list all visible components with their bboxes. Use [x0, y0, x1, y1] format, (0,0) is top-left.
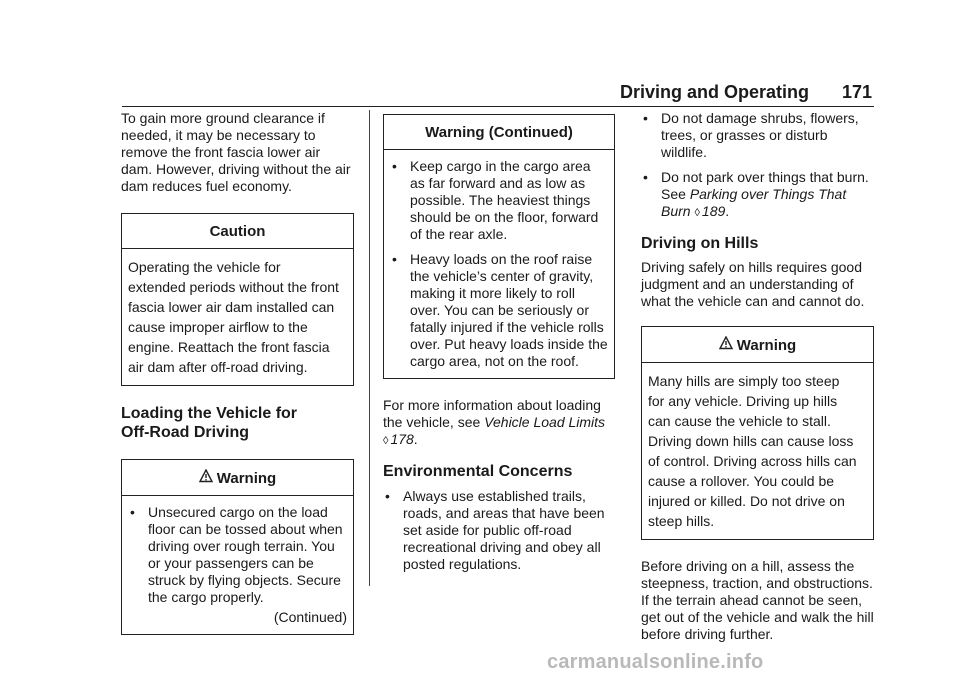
hills-warning-line: cause a rollover. You could be	[648, 473, 835, 489]
warning-bullet-text: Unsecured cargo on the load floor can be tossed about when driving over rough terrain. You or your passengers can be struck by flying objects. Secure the cargo properly.	[148, 504, 343, 605]
bullet-mark: •	[392, 158, 397, 174]
page-number: 171	[842, 82, 873, 102]
warning-continued-box	[383, 114, 615, 379]
warning-title-text: Warning	[216, 470, 277, 487]
hills-warning-line: for any vehicle. Driving up hills	[648, 393, 838, 409]
bullet-mark: •	[385, 488, 390, 504]
page-ref-icon: ◊	[383, 435, 389, 447]
hills-warning-title	[642, 327, 873, 363]
intro-paragraph: To gain more ground clearance if needed, it may be necessary to remove the front fascia lower air dam. However, driving without the air dam reduces fuel economy.	[121, 110, 351, 194]
caution-line: cause improper airflow to the	[128, 319, 308, 335]
warning-triangle-icon	[719, 336, 733, 354]
hills-warning-body	[642, 363, 873, 539]
warning-bullet-text: Heavy loads on the roof raise the vehicle’s center of gravity, making it more likely to roll over. You can be seriously or fatally injured if the vehicle rolls over. Put heavy loads inside the cargo area, not on the roof.	[410, 251, 608, 369]
more-info-text: For more information about loading the vehicle, see	[383, 397, 601, 430]
warning-bullet	[128, 504, 347, 606]
page-ref-icon: ◊	[694, 207, 700, 219]
parking-over-things-link[interactable]: Parking over Things That Burn	[661, 186, 847, 219]
warning-body	[122, 496, 353, 634]
caution-line: fascia lower air dam installed can	[128, 299, 335, 315]
bullet-mark: •	[643, 169, 648, 185]
bullet-mark: •	[130, 504, 135, 520]
column-1	[121, 110, 354, 635]
hills-warning-line: Many hills are simply too steep	[648, 373, 840, 389]
caution-line: Operating the vehicle for	[128, 259, 281, 275]
caution-line: engine. Reattach the front fascia	[128, 339, 330, 355]
page-ref-189[interactable]: 189	[701, 203, 726, 219]
vehicle-load-limits-link[interactable]: Vehicle Load Limits	[484, 414, 606, 430]
hills-warning-line: injured or killed. Do not drive on	[648, 493, 845, 509]
section-title-offroad: Off-Road Driving	[121, 424, 249, 441]
continued-label: (Continued)	[273, 609, 347, 625]
bullet-mark: •	[392, 251, 397, 267]
damage-bullet	[641, 110, 874, 161]
warning-bullet	[390, 251, 608, 370]
park-bullet-text	[661, 169, 874, 222]
caution-body	[122, 249, 353, 385]
hills-warning-line: of control. Driving across hills can	[648, 453, 857, 469]
warning-bullet-text: Keep cargo in the cargo area as far forward and as low as possible. The heaviest things should be on the floor, forward of the rear axle.	[410, 158, 599, 242]
caution-line: air dam after off-road driving.	[128, 359, 308, 375]
before-driving-paragraph: Before driving on a hill, assess the steepness, traction, and obstructions. If the terrain ahead cannot be seen, get out of the vehicle and walk the hill before driving further.	[641, 558, 874, 642]
caution-line: extended periods without the front	[128, 279, 339, 295]
env-bullet-text: Always use established trails, roads, and areas that have been set aside for public off-road recreational driving and obey all posted regulations.	[403, 488, 605, 572]
park-text: Do not park over things that burn. See	[661, 169, 869, 202]
hills-warning-line: steep hills.	[648, 513, 715, 529]
env-bullet	[383, 488, 615, 573]
section-title-environmental: Environmental Concerns	[383, 463, 573, 480]
header-rule	[122, 106, 874, 107]
warning-box	[121, 459, 354, 635]
warning-title	[122, 460, 353, 496]
period: .	[413, 431, 418, 447]
page-ref-178[interactable]: 178	[390, 431, 414, 447]
park-bullet	[641, 169, 874, 222]
hills-warning-line: Driving down hills can cause loss	[648, 433, 854, 449]
column-3	[641, 110, 874, 643]
column-2	[383, 110, 615, 573]
period: .	[725, 203, 730, 219]
watermark: carmanualsonline.info	[547, 651, 764, 673]
bullet-mark: •	[643, 110, 648, 126]
caution-box	[121, 213, 354, 386]
section-title-loading: Loading the Vehicle for	[121, 405, 298, 422]
warning-triangle-icon	[199, 469, 213, 487]
warning-continued-body	[384, 150, 614, 378]
damage-bullet-text: Do not damage shrubs, flowers, trees, or grasses or disturb wildlife.	[661, 110, 859, 160]
hills-warning-line: can cause the vehicle to stall.	[648, 413, 831, 429]
more-info-paragraph	[383, 397, 615, 450]
section-title-hills: Driving on Hills	[641, 235, 759, 252]
warning-continued-title: Warning (Continued)	[384, 115, 614, 150]
hills-warning-box	[641, 326, 874, 540]
caution-title: Caution	[122, 214, 353, 249]
page-header-title: Driving and Operating	[620, 82, 810, 102]
hills-intro: Driving safely on hills requires good judgment and an understanding of what the vehicle can and cannot do.	[641, 259, 865, 309]
column-divider	[369, 110, 370, 586]
warning-bullet	[390, 158, 608, 243]
hills-warning-title-text: Warning	[736, 337, 797, 354]
